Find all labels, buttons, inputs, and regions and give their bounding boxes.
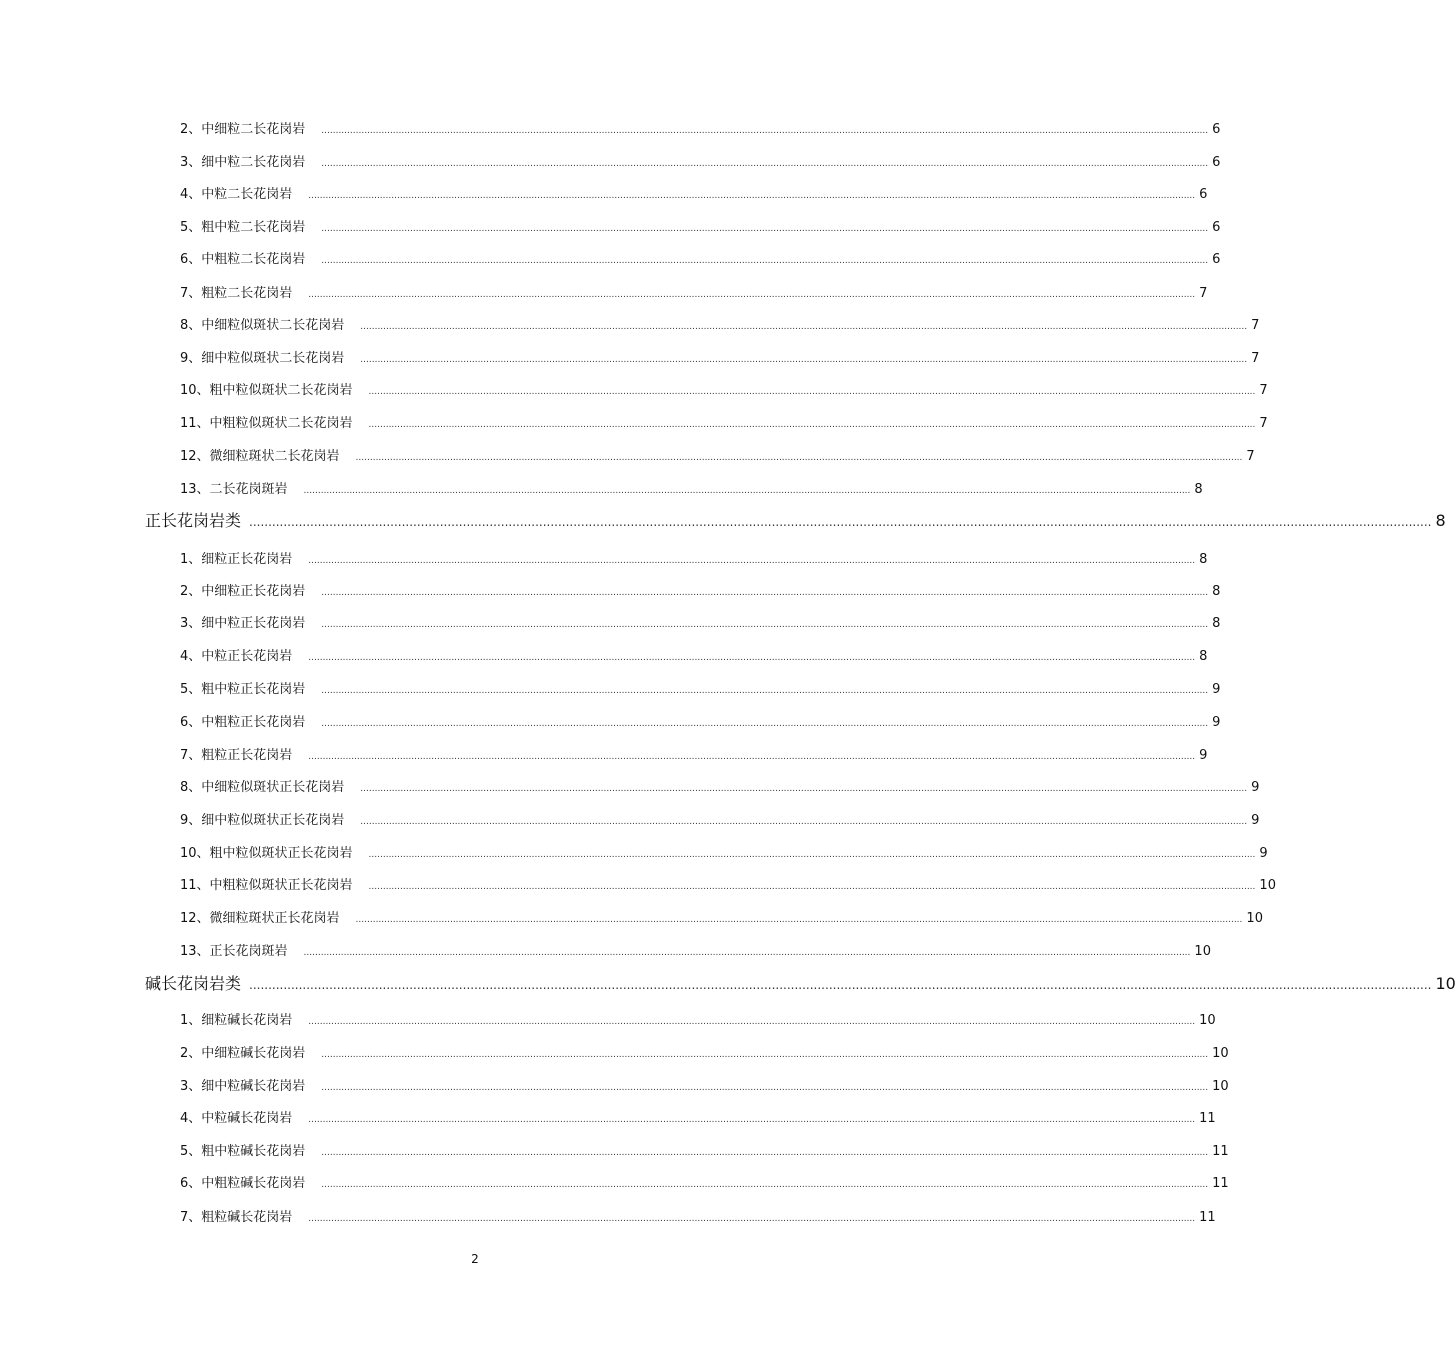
toc-entry[interactable] bbox=[180, 776, 1260, 796]
toc-entry-label: 6、中粗粒二长花岗岩 bbox=[180, 252, 306, 267]
toc-entry-label: 8、中细粒似斑状二长花岗岩 bbox=[180, 318, 345, 333]
toc-entry-label: 13、二长花岗斑岩 bbox=[180, 482, 288, 497]
toc-entry[interactable] bbox=[180, 412, 1268, 432]
toc-entry[interactable] bbox=[180, 379, 1268, 399]
toc-entry-label: 5、粗中粒二长花岗岩 bbox=[180, 220, 306, 235]
toc-entry-page: 6 bbox=[1199, 187, 1208, 202]
toc-entry-page: 9 bbox=[1212, 682, 1221, 697]
toc-entry[interactable] bbox=[180, 183, 1208, 203]
toc-section-heading[interactable] bbox=[145, 971, 1456, 995]
toc-entry-label: 9、细中粒似斑状正长花岗岩 bbox=[180, 813, 345, 828]
page-number: 2 bbox=[471, 1252, 479, 1266]
toc-leader: ...................................................................................................................................................................................................................................................................................................................... bbox=[303, 948, 1191, 958]
toc-entry-page: 7 bbox=[1251, 318, 1260, 333]
toc-entry[interactable] bbox=[180, 1009, 1216, 1029]
toc-entry-page: 7 bbox=[1251, 351, 1260, 366]
toc-entry-label: 3、细中粒正长花岗岩 bbox=[180, 616, 306, 631]
toc-entry-page: 7 bbox=[1259, 383, 1268, 398]
toc-entry[interactable] bbox=[180, 282, 1208, 302]
toc-leader: ...................................................................................................................................................................................................................................................................................................................... bbox=[368, 882, 1256, 892]
toc-entry[interactable] bbox=[180, 1075, 1229, 1095]
toc-section-page: 10 bbox=[1435, 974, 1456, 993]
toc-entry-page: 6 bbox=[1212, 155, 1221, 170]
toc-entry-label: 13、正长花岗斑岩 bbox=[180, 944, 288, 959]
toc-entry-label: 4、中粒二长花岗岩 bbox=[180, 187, 293, 202]
toc-entry[interactable] bbox=[180, 809, 1260, 829]
toc-entry-page: 6 bbox=[1212, 122, 1221, 137]
toc-leader: ...................................................................................................................................................................................................................................................................................................................... bbox=[321, 159, 1209, 169]
toc-leader: ...................................................................................................................................................................................................................................................................................................................... bbox=[360, 817, 1248, 827]
toc-leader: ...................................................................................................................................................................................................................................................................................................................... bbox=[355, 915, 1243, 925]
toc-entry-label: 7、粗粒正长花岗岩 bbox=[180, 748, 293, 763]
toc-leader: ...................................................................................................................................................................................................................................................................................................................... bbox=[303, 486, 1191, 496]
toc-entry-label: 7、粗粒碱长花岗岩 bbox=[180, 1210, 293, 1225]
toc-entry[interactable] bbox=[180, 216, 1221, 236]
toc-leader: ...................................................................................................................................................................................................................................................................................................................... bbox=[308, 1017, 1196, 1027]
toc-entry-page: 10 bbox=[1194, 944, 1211, 959]
toc-entry[interactable] bbox=[180, 1206, 1216, 1226]
toc-entry-page: 10 bbox=[1212, 1046, 1229, 1061]
toc-entry-label: 11、中粗粒似斑状正长花岗岩 bbox=[180, 878, 353, 893]
toc-section-title: 正长花岗岩类 bbox=[145, 511, 242, 530]
toc-entry[interactable] bbox=[180, 580, 1221, 600]
toc-leader: ...................................................................................................................................................................................................................................................................................................................... bbox=[308, 191, 1196, 201]
toc-leader: ...................................................................................................................................................................................................................................................................................................................... bbox=[321, 1180, 1209, 1190]
toc-entry-label: 2、中细粒二长花岗岩 bbox=[180, 122, 306, 137]
toc-entry-page: 7 bbox=[1246, 449, 1255, 464]
toc-entry[interactable] bbox=[180, 1042, 1229, 1062]
toc-leader: ...................................................................................................................................................................................................................................................................................................................... bbox=[368, 420, 1256, 430]
toc-entry-page: 7 bbox=[1199, 286, 1208, 301]
toc-entry[interactable] bbox=[180, 548, 1208, 568]
toc-entry-page: 10 bbox=[1259, 878, 1276, 893]
toc-entry-page: 11 bbox=[1199, 1210, 1216, 1225]
toc-entry-label: 3、细中粒二长花岗岩 bbox=[180, 155, 306, 170]
toc-entry-label: 8、中细粒似斑状正长花岗岩 bbox=[180, 780, 345, 795]
toc-leader: ...................................................................................................................................................................................................................................................................................................................... bbox=[308, 1115, 1196, 1125]
toc-entry-label: 2、中细粒正长花岗岩 bbox=[180, 584, 306, 599]
toc-leader: ...................................................................................................................................................................................................................................................................................................................... bbox=[321, 224, 1209, 234]
toc-entry[interactable] bbox=[180, 347, 1260, 367]
toc-leader: ...................................................................................................................................................................................................................................................................................................................... bbox=[308, 653, 1196, 663]
toc-entry-label: 4、中粒碱长花岗岩 bbox=[180, 1111, 293, 1126]
toc-entry-page: 9 bbox=[1251, 780, 1260, 795]
toc-leader: ...................................................................................................................................................................................................................................................................................................................... bbox=[308, 290, 1196, 300]
toc-leader: ...................................................................................................................................................................................................................................................................................................................... bbox=[308, 1214, 1196, 1224]
toc-entry-page: 8 bbox=[1212, 616, 1221, 631]
toc-leader: ...................................................................................................................................................................................................................................................................................................................... bbox=[308, 556, 1196, 566]
toc-leader: ...................................................................................................................................................................................................................................................................................................................... bbox=[321, 1148, 1209, 1158]
toc-entry-label: 2、中细粒碱长花岗岩 bbox=[180, 1046, 306, 1061]
toc-entry-page: 10 bbox=[1246, 911, 1263, 926]
toc-entry-label: 12、微细粒斑状正长花岗岩 bbox=[180, 911, 340, 926]
toc-leader: ...................................................................................................................................................................................................................................................................................................................... bbox=[368, 387, 1256, 397]
toc-leader: ...................................................................................................................................................................................................................................................................................................................... bbox=[321, 126, 1209, 136]
toc-entry[interactable] bbox=[180, 1140, 1229, 1160]
toc-entry[interactable] bbox=[180, 1172, 1229, 1192]
toc-entry-label: 10、粗中粒似斑状二长花岗岩 bbox=[180, 383, 353, 398]
toc-entry-label: 5、粗中粒正长花岗岩 bbox=[180, 682, 306, 697]
toc-entry[interactable] bbox=[180, 842, 1268, 862]
toc-entry-page: 8 bbox=[1212, 584, 1221, 599]
toc-leader: ...................................................................................................................................................................................................................................................................................................................... bbox=[360, 784, 1248, 794]
toc-entry[interactable] bbox=[180, 478, 1203, 498]
toc-leader: ...................................................................................................................................................................................................................................................................................................................... bbox=[308, 752, 1196, 762]
toc-entry[interactable] bbox=[180, 645, 1208, 665]
toc-entry-page: 9 bbox=[1251, 813, 1260, 828]
toc-leader: ...................................................................................................................................................................................................................................................................................................................... bbox=[360, 355, 1248, 365]
toc-entry-page: 10 bbox=[1212, 1079, 1229, 1094]
toc-entry-label: 6、中粗粒正长花岗岩 bbox=[180, 715, 306, 730]
toc-leader: ...................................................................................................................................................................................................................................................................................................................... bbox=[321, 1050, 1209, 1060]
toc-section-title: 碱长花岗岩类 bbox=[145, 974, 242, 993]
toc-entry-label: 6、中粗粒碱长花岗岩 bbox=[180, 1176, 306, 1191]
toc-leader: ...................................................................................................................................................................................................................................................................................................................... bbox=[321, 588, 1209, 598]
toc-entry-label: 11、中粗粒似斑状二长花岗岩 bbox=[180, 416, 353, 431]
toc-entry-label: 4、中粒正长花岗岩 bbox=[180, 649, 293, 664]
toc-entry-page: 6 bbox=[1212, 220, 1221, 235]
toc-leader: ...................................................................................................................................................................................................................................................................................................................... bbox=[360, 322, 1248, 332]
toc-entry[interactable] bbox=[180, 1107, 1216, 1127]
toc-entry-page: 11 bbox=[1212, 1176, 1229, 1191]
toc-entry-label: 1、细粒正长花岗岩 bbox=[180, 552, 293, 567]
toc-entry-label: 9、细中粒似斑状二长花岗岩 bbox=[180, 351, 345, 366]
toc-entry-page: 8 bbox=[1194, 482, 1203, 497]
toc-section-heading[interactable] bbox=[145, 508, 1446, 532]
toc-entry-page: 10 bbox=[1199, 1013, 1216, 1028]
toc-entry[interactable] bbox=[180, 711, 1221, 731]
toc-entry-page: 11 bbox=[1212, 1144, 1229, 1159]
toc-entry-page: 8 bbox=[1199, 552, 1208, 567]
toc-leader: ...................................................................................................................................................................................................................................................................................................................... bbox=[321, 719, 1209, 729]
toc-leader: ...................................................................................................................................................................................................................................................................................................................... bbox=[321, 256, 1209, 266]
toc-entry-page: 9 bbox=[1259, 846, 1268, 861]
toc-leader: ...................................................................................................................................................................................................................................................................................................................... bbox=[355, 453, 1243, 463]
toc-entry-page: 6 bbox=[1212, 252, 1221, 267]
toc-entry[interactable] bbox=[180, 678, 1221, 698]
toc-entry-label: 10、粗中粒似斑状正长花岗岩 bbox=[180, 846, 353, 861]
toc-entry[interactable] bbox=[180, 118, 1221, 138]
toc-entry[interactable] bbox=[180, 151, 1221, 171]
toc-leader: ...................................................................................................................................................................................................................................................................................................................... bbox=[321, 686, 1209, 696]
toc-entry[interactable] bbox=[180, 445, 1255, 465]
toc-entry[interactable] bbox=[180, 314, 1260, 334]
toc-entry[interactable] bbox=[180, 940, 1211, 960]
toc-leader: ...................................................................................................................................................................................................................................................................................................................... bbox=[249, 978, 1432, 992]
toc-entry[interactable] bbox=[180, 874, 1276, 894]
toc-entry[interactable] bbox=[180, 612, 1221, 632]
toc-entry-page: 8 bbox=[1199, 649, 1208, 664]
toc-entry[interactable] bbox=[180, 907, 1263, 927]
toc-entry-page: 9 bbox=[1199, 748, 1208, 763]
toc-entry-label: 1、细粒碱长花岗岩 bbox=[180, 1013, 293, 1028]
toc-leader: ...................................................................................................................................................................................................................................................................................................................... bbox=[321, 1083, 1209, 1093]
toc-leader: ...................................................................................................................................................................................................................................................................................................................... bbox=[321, 620, 1209, 630]
toc-entry-label: 5、粗中粒碱长花岗岩 bbox=[180, 1144, 306, 1159]
toc-entry-page: 7 bbox=[1259, 416, 1268, 431]
toc-entry-label: 3、细中粒碱长花岗岩 bbox=[180, 1079, 306, 1094]
toc-section-page: 8 bbox=[1435, 511, 1446, 530]
toc-entry-page: 9 bbox=[1212, 715, 1221, 730]
toc-entry-page: 11 bbox=[1199, 1111, 1216, 1126]
toc-leader: ...................................................................................................................................................................................................................................................................................................................... bbox=[249, 515, 1432, 529]
toc-entry[interactable] bbox=[180, 744, 1208, 764]
toc-entry-label: 7、粗粒二长花岗岩 bbox=[180, 286, 293, 301]
toc-leader: ...................................................................................................................................................................................................................................................................................................................... bbox=[368, 850, 1256, 860]
toc-entry[interactable] bbox=[180, 248, 1221, 268]
toc-entry-label: 12、微细粒斑状二长花岗岩 bbox=[180, 449, 340, 464]
